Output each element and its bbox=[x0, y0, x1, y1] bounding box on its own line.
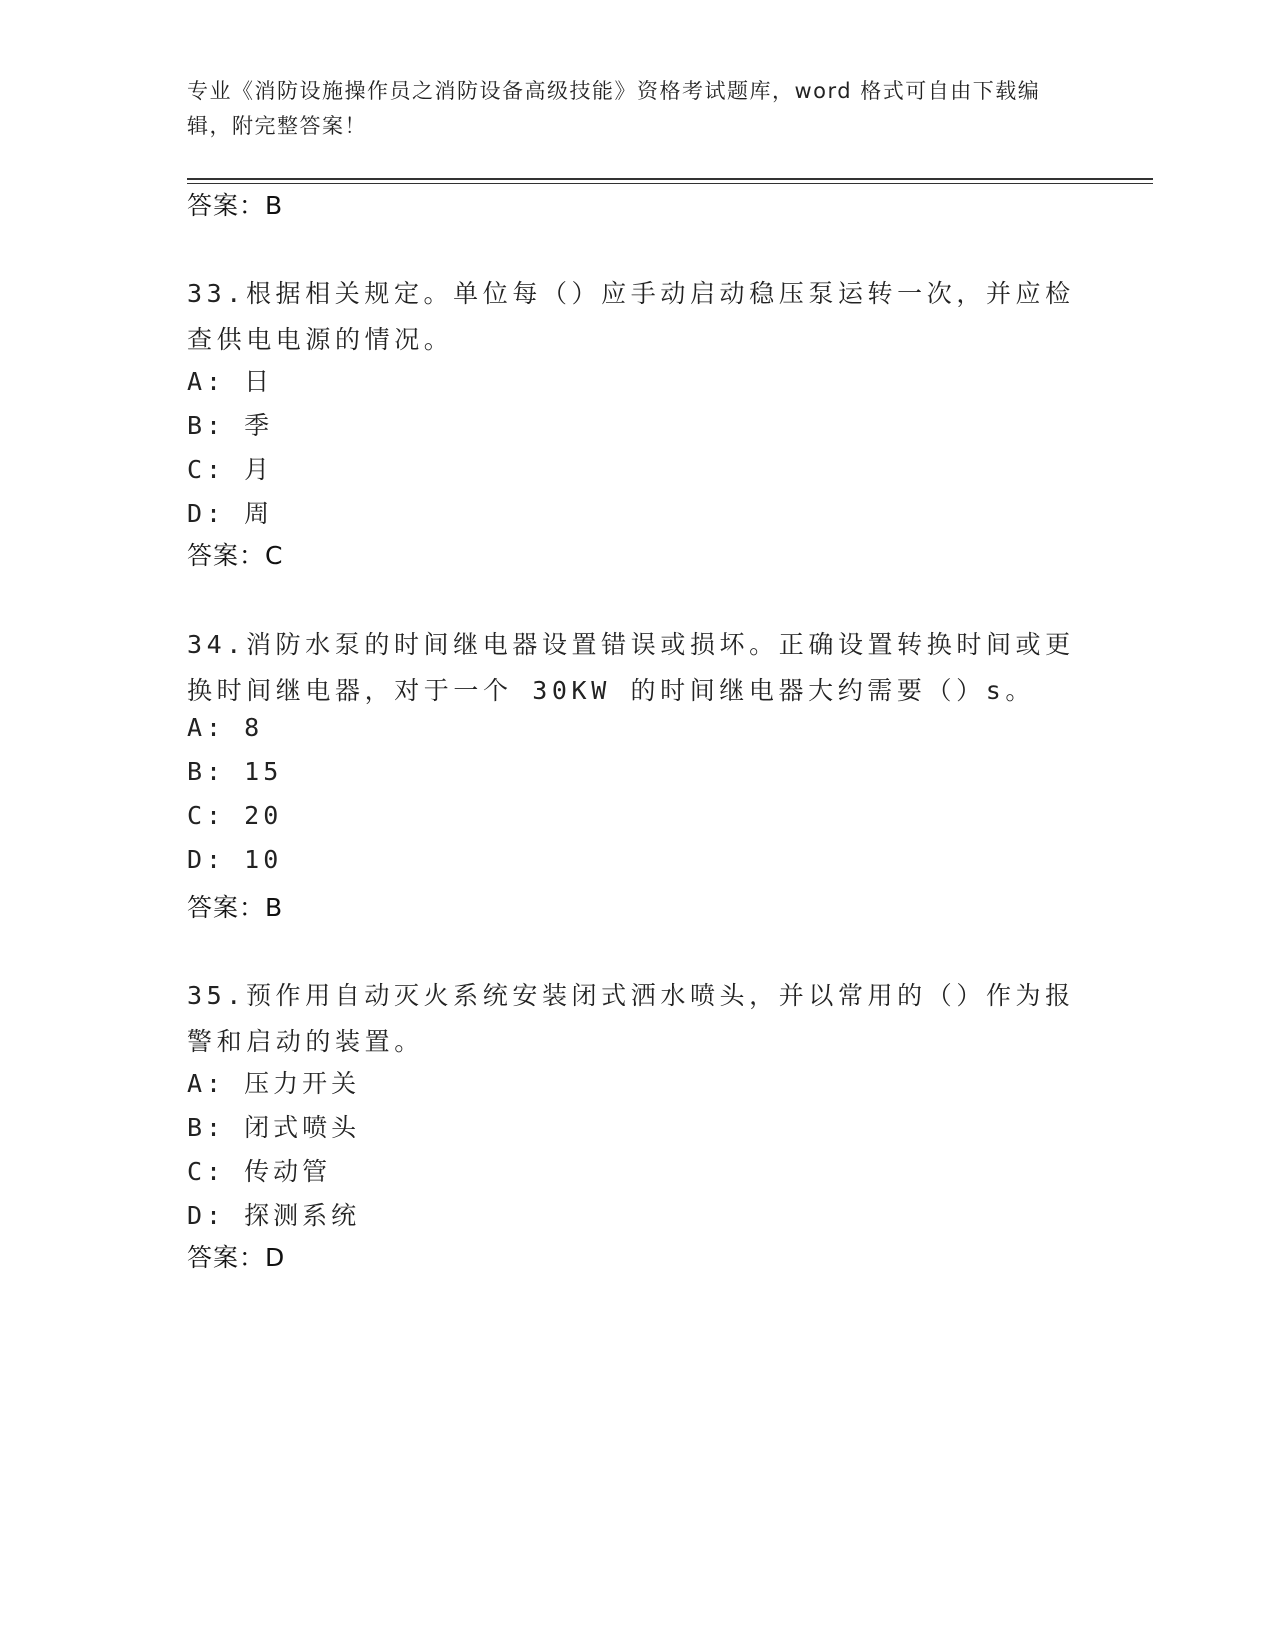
document-header: 专业《消防设施操作员之消防设备高级技能》资格考试题库，word 格式可自由下载编辑，附完整答案！ bbox=[187, 79, 1041, 138]
option-35-c: C: 传动管 bbox=[187, 1157, 332, 1186]
option-35-b: B: 闭式喷头 bbox=[187, 1113, 361, 1142]
option-35-d: D: 探测系统 bbox=[187, 1201, 361, 1230]
option-34-a: A: 8 bbox=[187, 713, 264, 742]
option-33-a: A: 日 bbox=[187, 367, 274, 396]
question-35: 35.预作用自动灭火系统安装闭式洒水喷头，并以常用的（）作为报警和启动的装置。 bbox=[187, 981, 1075, 1056]
answer-34: 答案：B bbox=[187, 893, 284, 922]
option-34-c: C: 20 bbox=[187, 801, 283, 830]
option-35-a: A: 压力开关 bbox=[187, 1069, 361, 1098]
answer-32: 答案：B bbox=[187, 191, 284, 220]
option-34-d: D: 10 bbox=[187, 845, 283, 874]
option-33-c: C: 月 bbox=[187, 455, 274, 484]
header-rule-thin bbox=[187, 183, 1153, 184]
option-33-d: D: 周 bbox=[187, 499, 274, 528]
answer-35: 答案：D bbox=[187, 1243, 286, 1272]
question-34: 34.消防水泵的时间继电器设置错误或损坏。正确设置转换时间或更换时间继电器，对于一个 30KW 的时间继电器大约需要（）s。 bbox=[187, 630, 1075, 705]
answer-33: 答案：C bbox=[187, 541, 284, 570]
question-33: 33.根据相关规定。单位每（）应手动启动稳压泵运转一次，并应检查供电电源的情况。 bbox=[187, 279, 1075, 354]
option-33-b: B: 季 bbox=[187, 411, 274, 440]
header-rule-thick bbox=[187, 178, 1153, 180]
option-34-b: B: 15 bbox=[187, 757, 283, 786]
